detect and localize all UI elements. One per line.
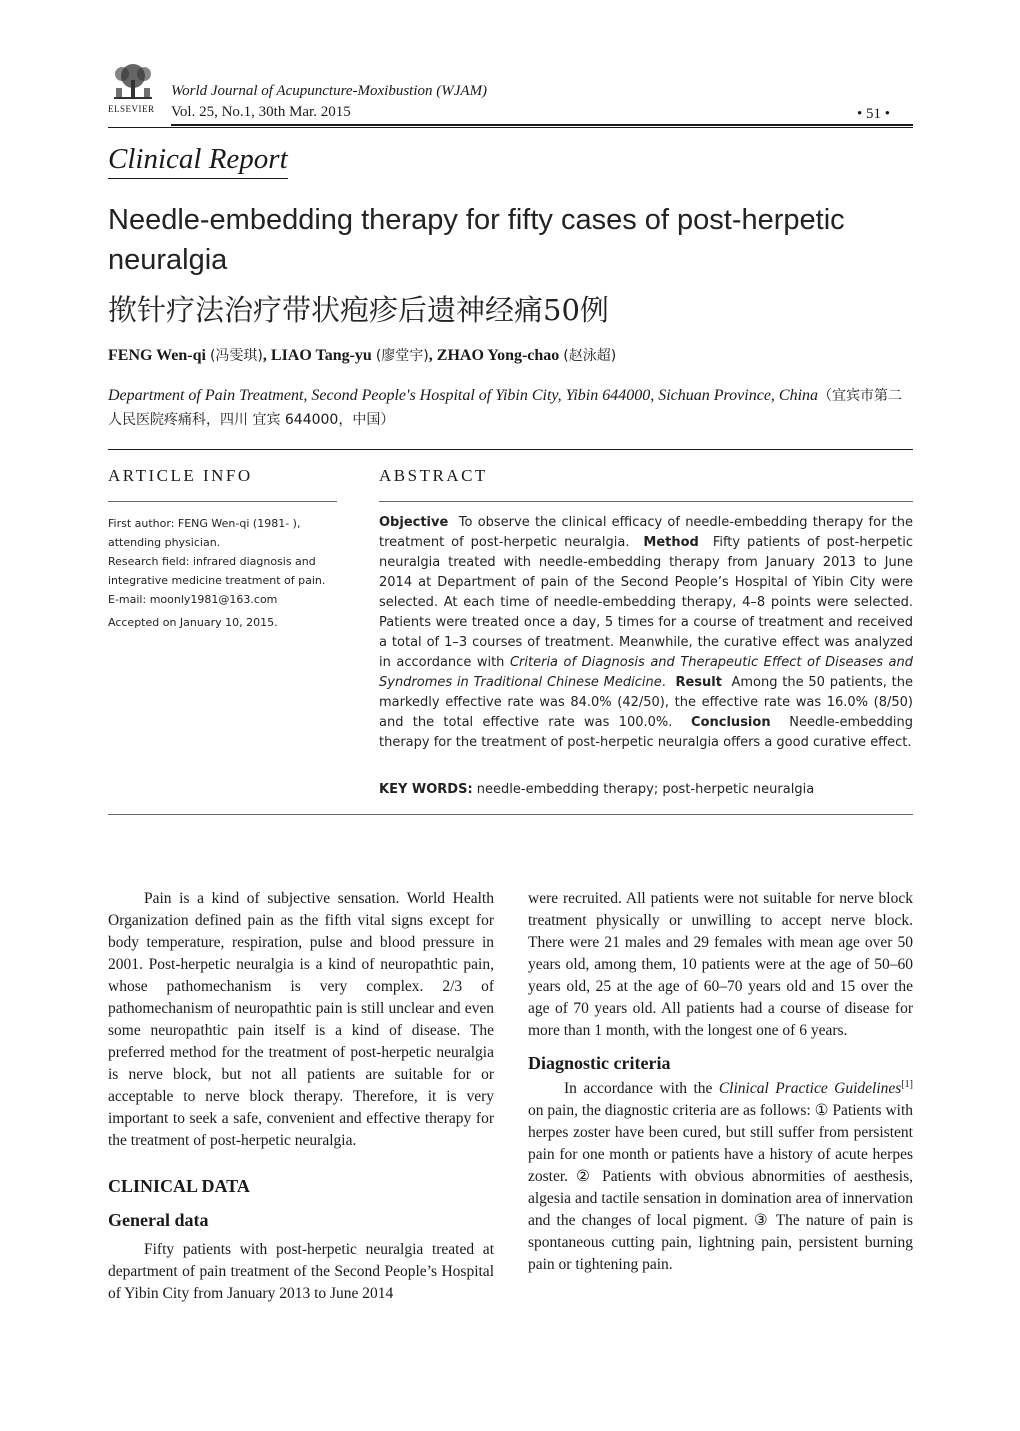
affiliation-chinese: （宜宾市第二人民医院疼痛科，四川 宜宾 644000，中国） xyxy=(108,388,903,428)
divider xyxy=(108,814,913,815)
first-author-note: First author: FENG Wen-qi (1981- ), attending physician. xyxy=(108,517,301,549)
article-title-chinese: 揿针疗法治疗带状疱疹后遗神经痛50例 xyxy=(108,293,609,327)
accepted-date: Accepted on January 10, 2015. xyxy=(108,616,278,629)
author-name-chinese: (廖堂宇) xyxy=(375,348,429,364)
affiliation-english: Department of Pain Treatment, Second People's Hospital of Yibin City, Yibin 644000, Sichuan Province, China xyxy=(108,387,819,404)
result-label: Result xyxy=(675,675,722,690)
publisher-name: ELSEVIER xyxy=(108,104,155,114)
page-number: • 51 • xyxy=(857,106,891,122)
article-info xyxy=(108,514,340,632)
author-list xyxy=(108,345,616,365)
subsection-heading: General data xyxy=(108,1210,209,1230)
subsection-heading: Diagnostic criteria xyxy=(528,1053,671,1073)
author-separator: , xyxy=(428,347,437,364)
method-text: Fifty patients of post-herpetic neuralgia treated with needle-embedding therapy from January 2013 to June 2014 at Department of pain of the Second People’s Hospital of Yibin City were selected. At each time of needle-embedding therapy, 4–8 points were selected. Patients were treated once a day, 5 times for a course of treatment and received a total of 1–3 courses of treatment. Meanwhile, the curative effect was analyzed in accordance with xyxy=(379,535,914,670)
divider xyxy=(379,501,913,502)
general-data-continued: were recruited. All patients were not suitable for nerve block treatment physically or unwilling to accept nerve block. There were 21 males and 29 females with mean age over 50 years old, among them, 10 patients were at the age of 50–60 years old, 25 at the age of 60–70 years old and 15 over the age of 70 years old. All patients had a course of disease for more than 1 month, with the longest one of 6 years. xyxy=(528,890,913,1039)
keywords-text: needle-embedding therapy; post-herpetic neuralgia xyxy=(476,782,815,797)
reference-marker[interactable]: [1] xyxy=(901,1078,913,1090)
abstract-heading: ABSTRACT xyxy=(379,466,488,485)
method-label: Method xyxy=(643,535,699,550)
general-data-paragraph: Fifty patients with post-herpetic neuralgia treated at department of pain treatment of the Second People’s Hospital of Yibin City from January 2013 to June 2014 xyxy=(108,1241,494,1302)
affiliation xyxy=(108,384,913,432)
header-rule xyxy=(171,124,913,126)
journal-name: World Journal of Acupuncture-Moxibustion (WJAM) xyxy=(171,83,488,99)
divider xyxy=(108,501,337,502)
author-name: ZHAO Yong-chao xyxy=(436,347,560,364)
publisher-logo xyxy=(108,62,160,118)
diagnostic-criteria-paragraph xyxy=(528,1078,913,1276)
body-right-column xyxy=(528,888,913,1276)
journal-issue: Vol. 25, No.1, 30th Mar. 2015 xyxy=(171,104,351,120)
author-name-chinese: (冯雯琪) xyxy=(209,348,263,364)
email-note: E-mail: moonly1981@163.com xyxy=(108,593,278,606)
diag-text-rest: on pain, the diagnostic criteria are as follows: ① Patients with herpes zoster have been cured, but still suffer from persistent pain for one month or patients have a history of acute herpes zoster. ② Patients with obvious abnormities of aesthesis, algesia and tactile sensation in domination area of innervation and the changes of local pigment. ③ The nature of pain is spontaneous cutting pain, lightning pain, persistent burning pain or tightening pain. xyxy=(528,1102,913,1273)
body-left-column xyxy=(108,888,494,1305)
author-name: LIAO Tang-yu xyxy=(270,347,372,364)
keywords xyxy=(379,782,913,797)
author-name-chinese: (赵泳超) xyxy=(563,348,617,364)
abstract-body xyxy=(379,513,913,753)
section-heading: CLINICAL DATA xyxy=(108,1176,250,1196)
divider xyxy=(108,449,913,450)
elsevier-tree-icon xyxy=(108,62,158,102)
author-separator: , xyxy=(262,347,271,364)
guidelines-title: Clinical Practice Guidelines xyxy=(718,1080,902,1097)
header-rule-thin xyxy=(108,127,913,128)
research-field-note: Research field: infrared diagnosis and integrative medicine treatment of pain. xyxy=(108,555,326,587)
method-text-end: . xyxy=(661,675,666,690)
conclusion-text: Needle-embedding therapy for the treatment of post-herpetic neuralgia offers a good curative effect. xyxy=(379,715,914,750)
article-title: Needle-embedding therapy for fifty cases of post-herpetic neuralgia xyxy=(108,204,845,276)
conclusion-label: Conclusion xyxy=(691,715,771,730)
article-info-heading: ARTICLE INFO xyxy=(108,466,253,485)
keywords-label: KEY WORDS: xyxy=(379,782,473,797)
diag-text-start: In accordance with the xyxy=(564,1080,713,1097)
result-text: Among the 50 patients, the markedly effective rate was 84.0% (42/50), the effective rate was 16.0% (8/50) and the total effective rate was 100.0%. xyxy=(379,675,913,730)
section-type: Clinical Report xyxy=(108,142,288,179)
intro-paragraph: Pain is a kind of subjective sensation. World Health Organization defined pain as the fifth vital signs except for body temperature, respiration, pulse and blood pressure in 2001. Post-herpetic neuralgia is a kind of neuropathtic pain, whose pathomechanism is very complex. 2/3 of pathomechanism of neuropathtic pain is still unclear and even some neuropathtic pain itself is a kind of disease. The preferred method for the treatment of post-herpetic neuralgia is nerve block, but not all patients are suitable for or acceptable to nerve block therapy. Therefore, it is very important to seek a safe, convenient and effective therapy for the treatment of post-herpetic neuralgia. xyxy=(108,890,494,1149)
method-criteria-title: Criteria of Diagnosis and Therapeutic Effect of Diseases and Syndromes in Traditional Chinese Medicine xyxy=(379,655,913,690)
objective-text: To observe the clinical efficacy of needle-embedding therapy for the treatment of post-herpetic neuralgia. xyxy=(379,515,913,550)
objective-label: Objective xyxy=(379,515,449,530)
author-name: FENG Wen-qi xyxy=(108,347,206,364)
